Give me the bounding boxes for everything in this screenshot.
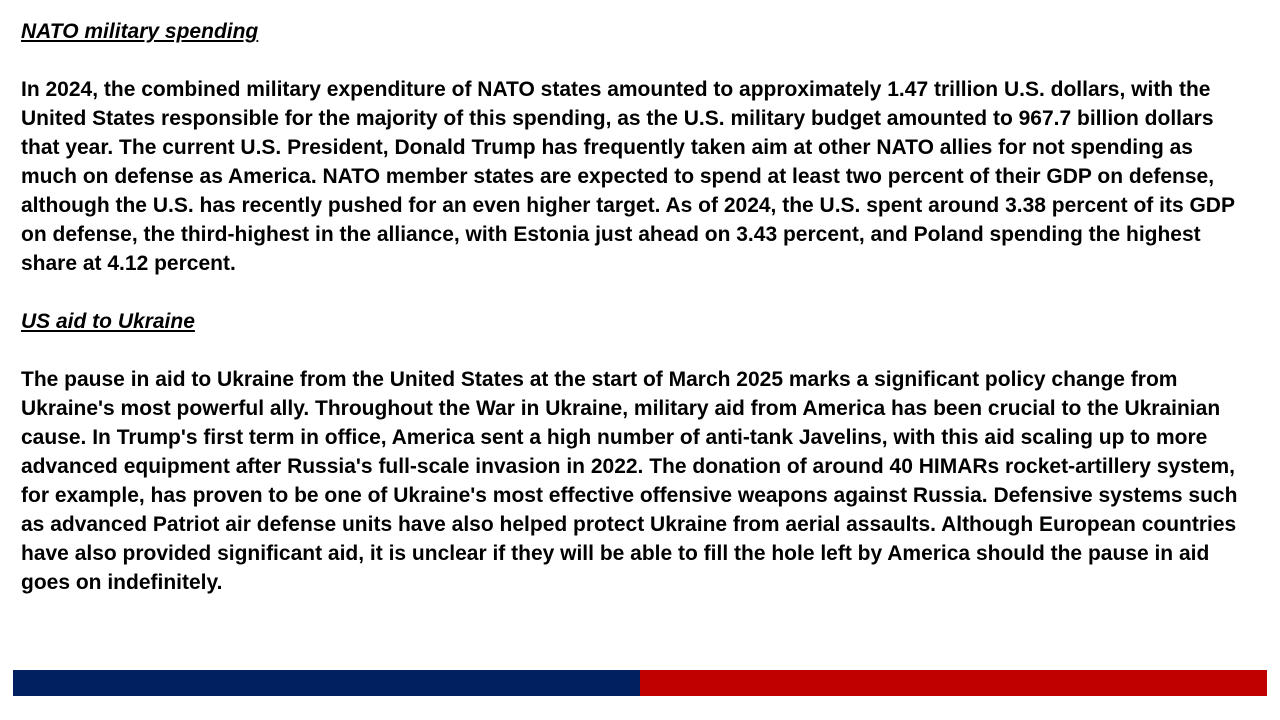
- section-paragraph-nato-spending: In 2024, the combined military expenditure of NATO states amounted to approximately 1.47 trillion U.S. dollars, with the United States responsible for the majority of this spending, as the U.S. military budget amounted to 967.7 billion dollars that year. The current U.S. President, Donald Trump has frequently taken aim at other NATO allies for not spending as much on defense as America. NATO member states are expected to spend at least two percent of their GDP on defense, although the U.S. has recently pushed for an even higher target. As of 2024, the U.S. spent around 3.38 percent of its GDP on defense, the third-highest in the alliance, with Estonia just ahead on 3.43 percent, and Poland spending the highest share at 4.12 percent.: [21, 78, 1235, 275]
- section-heading-nato-spending: NATO military spending: [21, 20, 259, 43]
- footer-bar-red: [640, 670, 1267, 696]
- footer-bar-blue: [13, 670, 640, 696]
- section-paragraph-us-aid-ukraine: The pause in aid to Ukraine from the United States at the start of March 2025 marks a significant policy change from Ukraine's most powerful ally. Throughout the War in Ukraine, military aid from America has been crucial to the Ukrainian cause. In Trump's first term in office, America sent a high number of anti-tank Javelins, with this aid scaling up to more advanced equipment after Russia's full-scale invasion in 2022. The donation of around 40 HIMARs rocket-artillery system, for example, has proven to be one of Ukraine's most effective offensive weapons against Russia. Defensive systems such as advanced Patriot air defense units have also helped protect Ukraine from aerial assaults. Although European countries have also provided significant aid, it is unclear if they will be able to fill the hole left by America should the pause in aid goes on indefinitely.: [21, 368, 1238, 594]
- document-body: [21, 17, 1251, 626]
- section-heading-us-aid-ukraine: US aid to Ukraine: [21, 310, 195, 333]
